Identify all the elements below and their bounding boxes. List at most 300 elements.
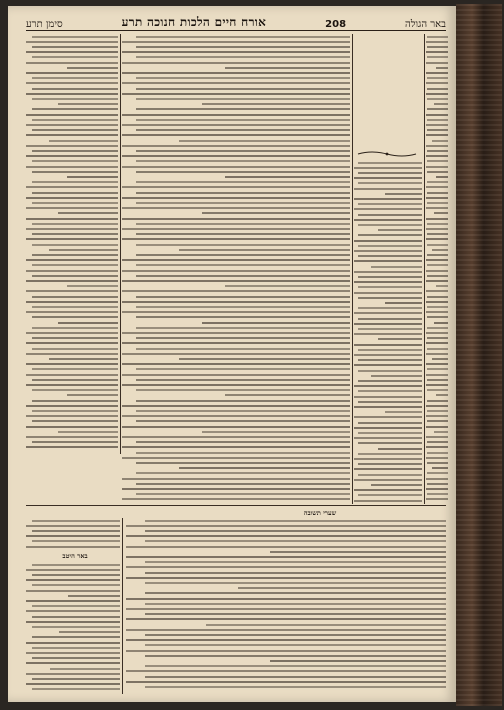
- text-line: [136, 129, 350, 131]
- text-line: [136, 493, 350, 495]
- text-line: [358, 349, 422, 351]
- text-line: [122, 72, 350, 74]
- text-line: [122, 218, 350, 220]
- text-line: [26, 384, 118, 386]
- section-label-baer-heitev: באר היטב: [62, 552, 88, 560]
- text-line: [26, 145, 118, 147]
- text-line: [354, 354, 422, 356]
- text-line: [122, 145, 350, 147]
- text-line: [432, 467, 449, 469]
- text-line: [426, 186, 448, 188]
- text-line: [122, 166, 350, 168]
- text-line: [426, 374, 448, 376]
- text-line: [26, 259, 118, 261]
- text-line: [358, 380, 422, 382]
- text-line: [26, 621, 120, 623]
- book-spine: [456, 4, 502, 706]
- text-line: [427, 160, 448, 162]
- text-line: [26, 363, 118, 365]
- text-line: [26, 342, 118, 344]
- text-line: [32, 150, 118, 152]
- text-line: [32, 530, 120, 532]
- text-line: [49, 358, 118, 360]
- text-line: [122, 374, 350, 376]
- text-line: [426, 62, 448, 64]
- text-line: [32, 379, 118, 381]
- text-line: [434, 431, 448, 433]
- text-line: [358, 234, 422, 236]
- text-line: [270, 551, 446, 553]
- text-line: [426, 238, 448, 240]
- text-line: [427, 244, 448, 246]
- text-line: [126, 629, 446, 631]
- text-line: [427, 368, 448, 370]
- text-line: [426, 332, 448, 334]
- text-line: [136, 160, 350, 162]
- text-line: [145, 582, 446, 584]
- text-line: [32, 119, 118, 121]
- text-line: [136, 368, 350, 370]
- text-line: [32, 368, 118, 370]
- text-line: [358, 162, 422, 164]
- text-line: [202, 322, 350, 324]
- text-line: [426, 342, 448, 344]
- text-line: [122, 93, 350, 95]
- text-line: [122, 342, 350, 344]
- text-line: [358, 255, 422, 257]
- text-line: [32, 129, 118, 131]
- text-line: [32, 244, 118, 246]
- text-line: [122, 238, 350, 240]
- text-line: [136, 223, 350, 225]
- text-line: [26, 228, 118, 230]
- text-line: [354, 468, 422, 470]
- text-line: [26, 82, 118, 84]
- text-line: [427, 171, 448, 173]
- text-line: [426, 488, 448, 490]
- text-line: [136, 46, 350, 48]
- text-line: [136, 483, 350, 485]
- text-line: [32, 564, 120, 566]
- text-line: [354, 406, 422, 408]
- text-line: [354, 260, 422, 262]
- text-line: [32, 540, 120, 542]
- text-line: [145, 655, 446, 657]
- text-line: [49, 140, 118, 142]
- text-line: [136, 181, 350, 183]
- text-line: [427, 254, 448, 256]
- bottom-left-upper-block: [26, 518, 120, 550]
- text-line: [32, 420, 118, 422]
- text-line: [122, 363, 350, 365]
- text-line: [358, 318, 422, 320]
- text-line: [358, 224, 422, 226]
- text-line: [358, 182, 422, 184]
- text-line: [122, 290, 350, 292]
- text-line: [32, 223, 118, 225]
- text-line: [126, 670, 446, 672]
- text-line: [354, 177, 422, 179]
- text-line: [145, 644, 446, 646]
- text-line: [68, 595, 120, 597]
- text-line: [358, 307, 422, 309]
- text-line: [26, 662, 120, 664]
- text-line: [426, 426, 448, 428]
- text-line: [32, 657, 120, 659]
- text-line: [136, 441, 350, 443]
- text-line: [354, 500, 422, 502]
- text-line: [427, 306, 448, 308]
- text-line: [434, 322, 448, 324]
- text-line: [122, 498, 350, 500]
- text-line: [122, 384, 350, 386]
- text-line: [436, 285, 448, 287]
- text-line: [358, 370, 422, 372]
- text-line: [426, 446, 448, 448]
- text-line: [434, 212, 448, 214]
- text-line: [136, 264, 350, 266]
- text-line: [426, 82, 448, 84]
- text-line: [136, 119, 350, 121]
- text-line: [32, 584, 120, 586]
- text-line: [354, 489, 422, 491]
- text-line: [385, 302, 422, 304]
- text-line: [427, 337, 448, 339]
- text-line: [32, 296, 118, 298]
- text-line: [426, 207, 448, 209]
- text-line: [426, 228, 448, 230]
- text-line: [26, 446, 118, 448]
- text-line: [26, 72, 118, 74]
- text-line: [32, 36, 118, 38]
- text-line: [122, 155, 350, 157]
- text-line: [427, 316, 448, 318]
- text-line: [49, 249, 118, 251]
- text-line: [426, 41, 448, 43]
- text-line: [358, 422, 422, 424]
- text-line: [358, 359, 422, 361]
- text-line: [32, 254, 118, 256]
- text-line: [354, 364, 422, 366]
- text-line: [426, 311, 448, 313]
- text-line: [426, 384, 448, 386]
- text-line: [426, 301, 448, 303]
- text-line: [427, 400, 448, 402]
- text-line: [427, 223, 448, 225]
- text-line: [59, 631, 120, 633]
- text-line: [32, 77, 118, 79]
- text-line: [26, 155, 118, 157]
- text-line: [26, 642, 120, 644]
- text-line: [136, 296, 350, 298]
- text-line: [179, 140, 350, 142]
- text-line: [358, 463, 422, 465]
- text-line: [136, 192, 350, 194]
- text-line: [136, 150, 350, 152]
- text-line: [436, 394, 448, 396]
- text-line: [122, 197, 350, 199]
- text-line: [427, 119, 448, 121]
- text-line: [427, 452, 448, 454]
- text-line: [32, 647, 120, 649]
- text-line: [126, 535, 446, 537]
- text-line: [50, 668, 121, 670]
- text-line: [26, 124, 118, 126]
- text-line: [26, 41, 118, 43]
- text-line: [426, 415, 448, 417]
- text-line: [179, 358, 350, 360]
- text-line: [358, 286, 422, 288]
- text-line: [354, 281, 422, 283]
- text-line: [26, 525, 120, 527]
- text-line: [145, 540, 446, 542]
- text-line: [126, 618, 446, 620]
- text-line: [145, 572, 446, 574]
- text-line: [358, 494, 422, 496]
- column-rule-right: [424, 34, 425, 504]
- text-line: [354, 208, 422, 210]
- text-line: [426, 197, 448, 199]
- column-rule-mid: [352, 34, 353, 504]
- text-line: [378, 229, 422, 231]
- text-line: [436, 176, 448, 178]
- text-line: [136, 379, 350, 381]
- text-line: [427, 108, 448, 110]
- text-line: [426, 498, 448, 500]
- text-line: [354, 219, 422, 221]
- text-line: [427, 493, 448, 495]
- text-line: [434, 103, 448, 105]
- text-line: [122, 207, 350, 209]
- text-line: [58, 212, 118, 214]
- text-line: [358, 214, 422, 216]
- text-line: [145, 613, 446, 615]
- text-line: [136, 233, 350, 235]
- commentary-column-right: [354, 160, 422, 504]
- text-line: [26, 280, 118, 282]
- text-line: [427, 98, 448, 100]
- text-line: [427, 202, 448, 204]
- text-line: [32, 160, 118, 162]
- text-line: [126, 681, 446, 683]
- text-line: [26, 166, 118, 168]
- text-line: [136, 389, 350, 391]
- text-line: [26, 238, 118, 240]
- lower-column-rule: [122, 518, 123, 694]
- text-line: [426, 51, 448, 53]
- text-line: [354, 344, 422, 346]
- main-text-column: [122, 34, 350, 504]
- text-line: [26, 546, 120, 548]
- text-line: [354, 437, 422, 439]
- text-line: [426, 478, 448, 480]
- text-line: [136, 88, 350, 90]
- text-line: [136, 56, 350, 58]
- text-line: [426, 124, 448, 126]
- text-line: [358, 453, 422, 455]
- text-line: [427, 348, 448, 350]
- text-line: [225, 67, 350, 69]
- text-line: [238, 587, 446, 589]
- text-line: [136, 98, 350, 100]
- text-line: [358, 203, 422, 205]
- text-line: [26, 405, 118, 407]
- text-line: [126, 546, 446, 548]
- text-line: [122, 51, 350, 53]
- text-line: [426, 436, 448, 438]
- text-line: [354, 167, 422, 169]
- text-line: [122, 436, 350, 438]
- header-right-label: באר הגולה: [405, 19, 446, 30]
- text-line: [122, 446, 350, 448]
- text-line: [354, 250, 422, 252]
- text-line: [136, 410, 350, 412]
- text-line: [427, 379, 448, 381]
- text-line: [67, 67, 118, 69]
- text-line: [145, 592, 446, 594]
- text-line: [358, 276, 422, 278]
- text-line: [32, 441, 118, 443]
- text-line: [354, 271, 422, 273]
- text-line: [126, 639, 446, 641]
- bottom-left-lower-block: [26, 562, 120, 694]
- text-line: [136, 244, 350, 246]
- text-line: [358, 328, 422, 330]
- text-line: [32, 192, 118, 194]
- text-line: [427, 129, 448, 131]
- text-line: [426, 218, 448, 220]
- text-line: [122, 259, 350, 261]
- text-line: [126, 650, 446, 652]
- header-left-label: סימן תרע: [26, 19, 63, 30]
- text-line: [26, 270, 118, 272]
- header-title: אורח חיים הלכות חנוכה תרע: [121, 15, 267, 29]
- text-line: [32, 56, 118, 58]
- text-line: [354, 396, 422, 398]
- text-line: [26, 374, 118, 376]
- ornament-divider: [356, 150, 418, 158]
- text-line: [427, 192, 448, 194]
- text-line: [122, 124, 350, 126]
- text-line: [354, 240, 422, 242]
- section-label-shaarei-teshuva: שערי תשובה: [303, 509, 337, 517]
- text-line: [26, 610, 120, 612]
- text-line: [371, 484, 422, 486]
- text-line: [354, 427, 422, 429]
- column-rule-left: [120, 34, 121, 454]
- text-line: [202, 431, 350, 433]
- text-line: [358, 297, 422, 299]
- text-line: [206, 624, 446, 626]
- text-line: [426, 259, 448, 261]
- text-line: [270, 660, 446, 662]
- text-line: [26, 569, 120, 571]
- text-line: [145, 520, 446, 522]
- text-line: [427, 77, 448, 79]
- text-line: [427, 88, 448, 90]
- text-line: [126, 556, 446, 558]
- text-line: [32, 171, 118, 173]
- text-line: [427, 275, 448, 277]
- text-line: [136, 108, 350, 110]
- text-line: [67, 176, 118, 178]
- text-line: [126, 598, 446, 600]
- text-line: [426, 93, 448, 95]
- text-line: [436, 67, 448, 69]
- text-line: [136, 348, 350, 350]
- text-line: [122, 270, 350, 272]
- text-line: [145, 665, 446, 667]
- page-number: 208: [325, 19, 347, 30]
- text-line: [202, 103, 350, 105]
- text-line: [26, 652, 120, 654]
- text-line: [202, 212, 350, 214]
- text-line: [354, 416, 422, 418]
- text-line: [427, 389, 448, 391]
- text-line: [136, 462, 350, 464]
- text-line: [385, 411, 422, 413]
- text-line: [122, 41, 350, 43]
- text-line: [432, 140, 449, 142]
- text-line: [136, 316, 350, 318]
- text-line: [26, 600, 120, 602]
- text-line: [427, 56, 448, 58]
- text-line: [26, 579, 120, 581]
- text-line: [385, 193, 422, 195]
- text-line: [26, 186, 118, 188]
- text-line: [145, 686, 446, 688]
- text-line: [426, 280, 448, 282]
- text-line: [26, 51, 118, 53]
- text-line: [136, 472, 350, 474]
- margin-column-right: [426, 34, 448, 504]
- text-line: [378, 338, 422, 340]
- text-line: [26, 590, 120, 592]
- text-line: [427, 150, 448, 152]
- text-line: [358, 432, 422, 434]
- text-line: [32, 327, 118, 329]
- text-line: [358, 401, 422, 403]
- text-line: [26, 218, 118, 220]
- text-line: [225, 394, 350, 396]
- text-line: [432, 358, 449, 360]
- text-line: [427, 46, 448, 48]
- text-line: [136, 337, 350, 339]
- text-line: [358, 390, 422, 392]
- text-line: [145, 603, 446, 605]
- text-line: [122, 332, 350, 334]
- text-line: [427, 410, 448, 412]
- text-line: [426, 457, 448, 459]
- text-line: [26, 426, 118, 428]
- text-line: [32, 98, 118, 100]
- text-line: [145, 676, 446, 678]
- text-line: [136, 254, 350, 256]
- text-line: [426, 405, 448, 407]
- text-line: [145, 530, 446, 532]
- text-line: [432, 249, 449, 251]
- text-line: [26, 114, 118, 116]
- text-line: [67, 394, 118, 396]
- text-line: [58, 103, 118, 105]
- text-line: [427, 441, 448, 443]
- text-line: [26, 207, 118, 209]
- text-line: [145, 561, 446, 563]
- text-line: [145, 634, 446, 636]
- text-line: [126, 608, 446, 610]
- text-line: [136, 420, 350, 422]
- text-line: [426, 353, 448, 355]
